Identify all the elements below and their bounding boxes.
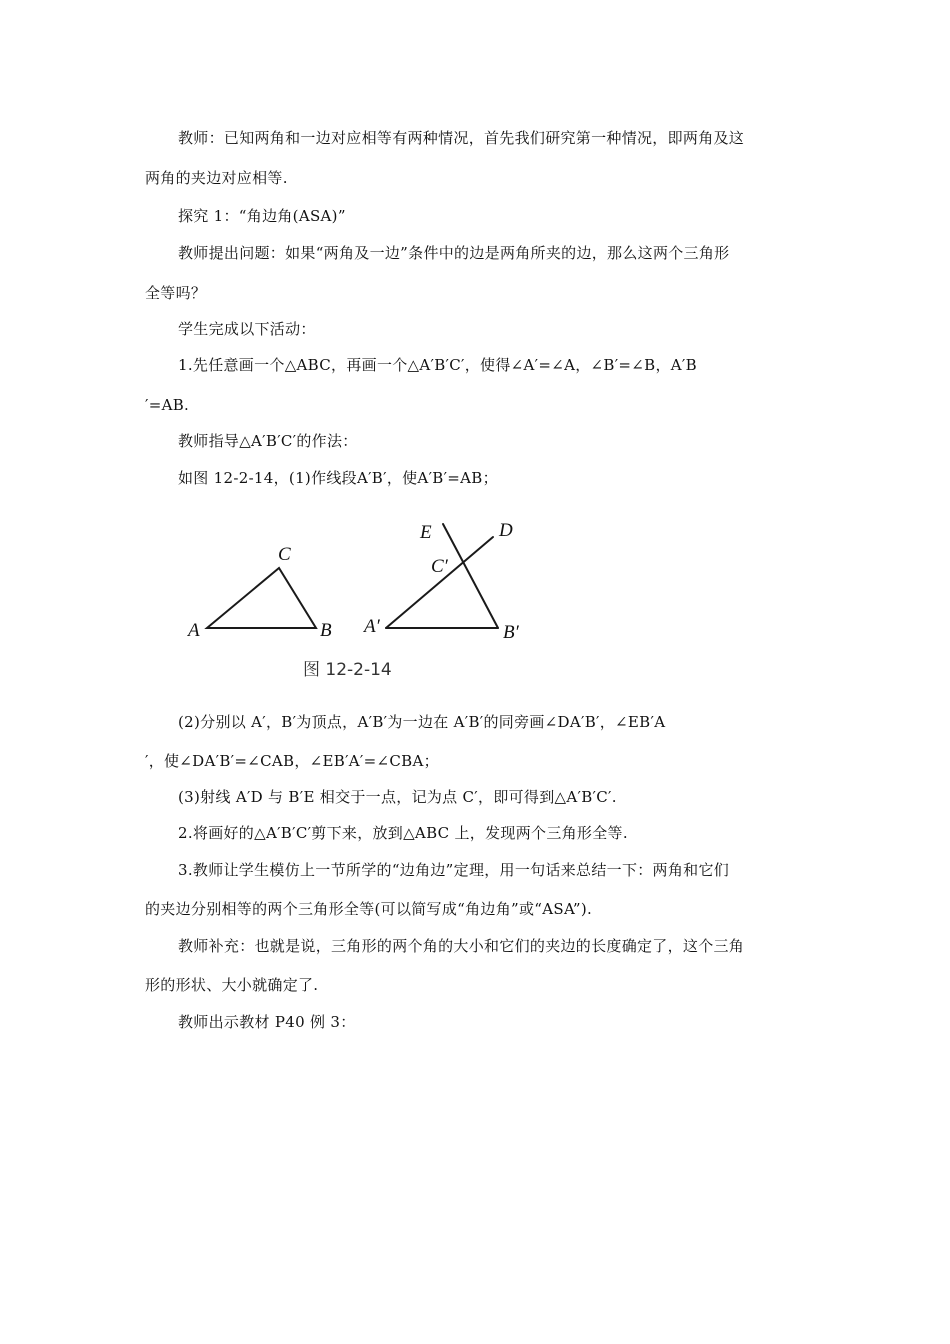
paragraph-line: 两角的夹边对应相等. <box>145 169 288 187</box>
paragraph-line: 如图 12-2-14，(1)作线段A′B′，使A′B′=AB； <box>178 469 498 487</box>
paragraph-line: ′=AB. <box>145 396 190 414</box>
label-d: D <box>499 520 513 541</box>
label-c: C <box>278 544 291 565</box>
paragraph-line: 的夹边分别相等的两个三角形全等(可以简写成“角边角”或“ASA”). <box>145 900 593 918</box>
figure-caption: 图 12-2-14 <box>303 660 392 680</box>
paragraph-line: 2.将画好的△A′B′C′剪下来，放到△ABC 上，发现两个三角形全等. <box>178 824 628 842</box>
label-b-prime: B′ <box>503 622 519 643</box>
label-c-prime: C′ <box>431 556 448 577</box>
paragraph-line: 教师补充：也就是说，三角形的两个角的大小和它们的夹边的长度确定了，这个三角 <box>178 937 745 955</box>
paragraph-line: 1.先任意画一个△ABC，再画一个△A′B′C′，使得∠A′=∠A，∠B′=∠B，A′B <box>178 356 697 374</box>
label-b: B <box>320 620 332 641</box>
paragraph-line: 形的形状、大小就确定了. <box>145 976 319 994</box>
paragraph-line: (3)射线 A′D 与 B′E 相交于一点，记为点 C′，即可得到△A′B′C′. <box>178 788 617 806</box>
paragraph-line: 教师提出问题：如果“两角及一边”条件中的边是两角所夹的边，那么这两个三角形 <box>178 244 730 262</box>
label-a-prime: A′ <box>364 616 380 637</box>
section-heading: 探究 1：“角边角(ASA)” <box>178 207 346 225</box>
paragraph-line: 全等吗？ <box>145 284 207 302</box>
paragraph-line: 教师：已知两角和一边对应相等有两种情况，首先我们研究第一种情况，即两角及这 <box>178 129 745 147</box>
label-e: E <box>420 522 432 543</box>
paragraph-line: 教师指导△A′B′C′的作法： <box>178 432 358 450</box>
paragraph-line: 教师出示教材 P40 例 3： <box>178 1013 356 1031</box>
label-a: A <box>188 620 200 641</box>
paragraph-line: 3.教师让学生模仿上一节所学的“边角边”定理，用一句话来总结一下：两角和它们 <box>178 861 730 879</box>
paragraph-line: 学生完成以下活动： <box>178 320 316 338</box>
triangle-construction-figure <box>178 512 538 684</box>
paragraph-line: (2)分别以 A′，B′为顶点，A′B′为一边在 A′B′的同旁画∠DA′B′，∠EB′A <box>178 713 666 731</box>
paragraph-line: ′，使∠DA′B′=∠CAB，∠EB′A′=∠CBA； <box>145 752 439 770</box>
